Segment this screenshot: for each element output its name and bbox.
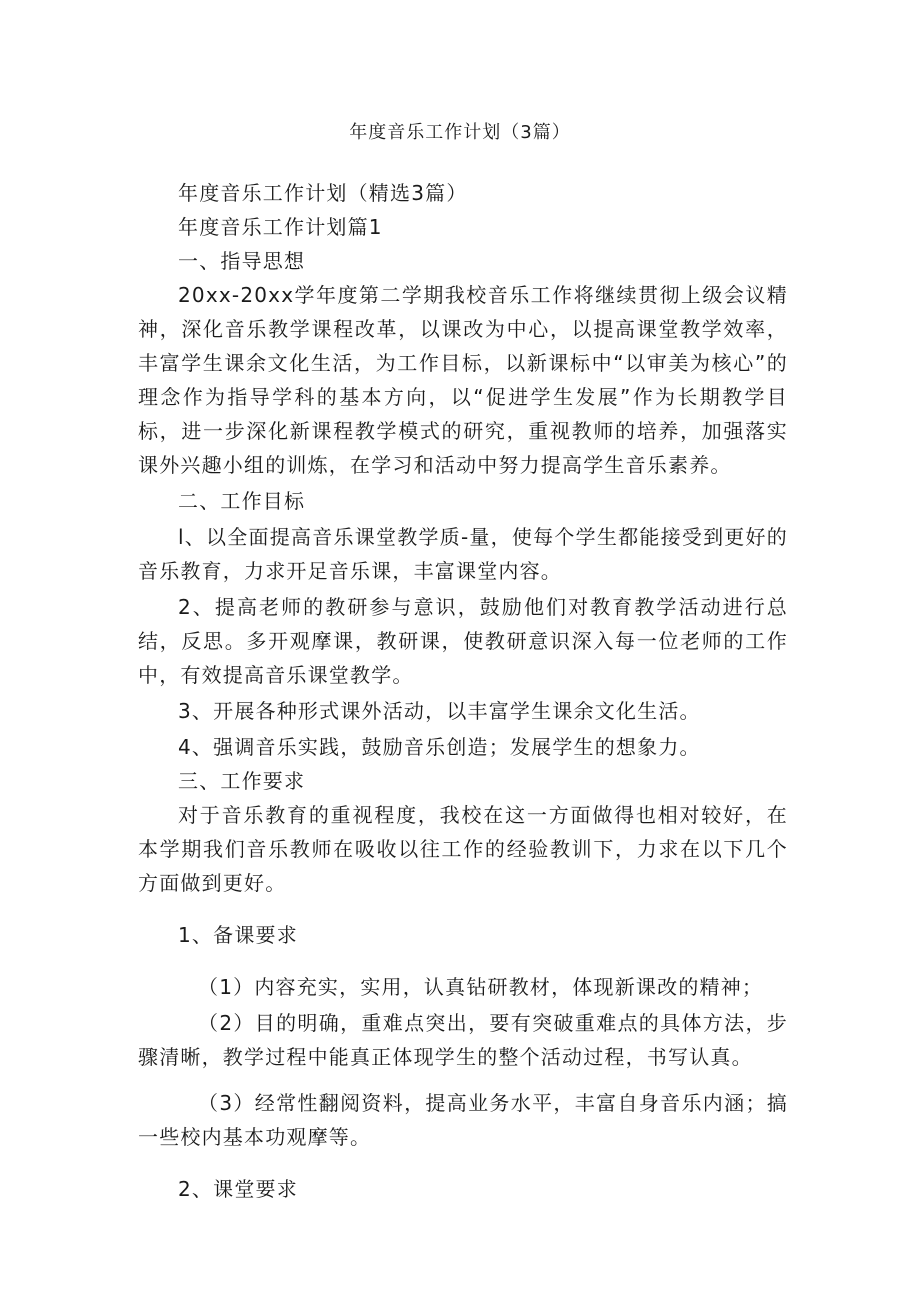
heading-work-requirements: 三、工作要求: [178, 769, 306, 793]
heading-classroom: 2、课堂要求: [178, 1177, 298, 1201]
heading-work-goals: 二、工作目标: [178, 489, 306, 513]
document-title: 年度音乐工作计划（3篇）: [349, 122, 571, 143]
paragraph-guiding-ideology: 20xx-20xx学年度第二学期我校音乐工作将继续贯彻上级会议精神，深化音乐教学课程改革，以课改为中心，以提高课堂教学效率，丰富学生课余文化生活，为工作目标，以新课标中“以审美为核心”的理念作为指导学科的基本方向，以“促进学生发展”作为长期教学目标，进一步深化新课程教学模式的研究，重视教师的培养，加强落实课外兴趣小组的训炼，在学习和活动中努力提高学生音乐素养。: [138, 283, 788, 477]
paragraph-subtitle: 年度音乐工作计划（精选3篇）: [178, 181, 468, 205]
paragraph-prep-item-3: （3）经常性翻阅资料，提高业务水平，丰富自身音乐内涵；搞一些校内基本功观摩等。: [138, 1091, 788, 1149]
heading-lesson-prep: 1、备课要求: [178, 923, 298, 947]
paragraph-goal-3: 3、开展各种形式课外活动，以丰富学生课余文化生活。: [178, 699, 701, 723]
paragraph-requirements-intro: 对于音乐教育的重视程度，我校在这一方面做得也相对较好，在本学期我们音乐教师在吸收以往工作的经验教训下，力求在以下几个方面做到更好。: [138, 803, 788, 895]
paragraph-prep-item-1: （1）内容充实，实用，认真钻研教材，体现新课改的精神；: [198, 975, 764, 999]
document-body: [138, 176, 788, 1206]
paragraph-goal-1: l、以全面提高音乐课堂教学质-量，使每个学生都能接受到更好的音乐教育，力求开足音乐课，丰富课堂内容。: [138, 525, 788, 583]
paragraph-prep-item-2: （2）目的明确，重难点突出，要有突破重难点的具体方法，步骤清晰，教学过程中能真正体现学生的整个活动过程，书写认真。: [138, 1011, 788, 1069]
paragraph-section-heading: 年度音乐工作计划篇1: [178, 215, 383, 239]
heading-guiding-ideology: 一、指导思想: [178, 249, 306, 273]
paragraph-goal-4: 4、强调音乐实践，鼓励音乐创造；发展学生的想象力。: [178, 735, 701, 759]
paragraph-goal-2: 2、提高老师的教研参与意识，鼓励他们对教育教学活动进行总结，反思。多开观摩课，教研课，使教研意识深入每一位老师的工作中，有效提高音乐课堂教学。: [138, 595, 788, 687]
